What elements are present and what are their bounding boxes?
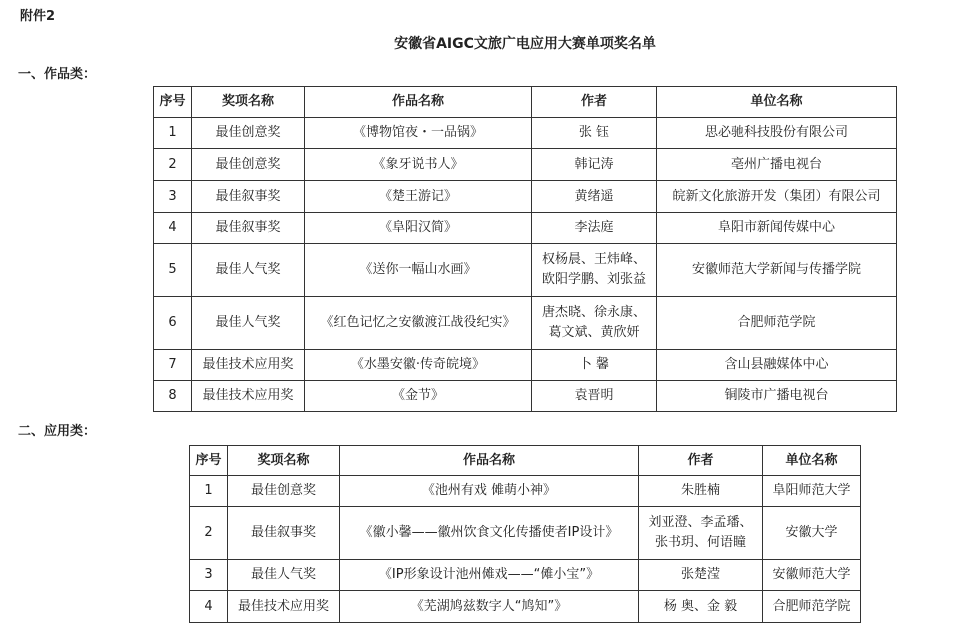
cell-organization-text: 安徽大学 [785,525,838,540]
cell-award-text: 最佳叙事奖 [250,525,316,540]
cell-index-text: 4 [204,598,213,614]
cell-organization-text: 铜陵市广播电视台 [724,388,829,403]
column-header-index: 序号 [190,446,228,476]
table-row [154,297,897,350]
cell-index [154,244,192,297]
cell-author [639,560,763,591]
cell-award-text: 最佳叙事奖 [215,220,281,235]
cell-organization-text: 合肥师范学院 [737,315,816,330]
table-row [154,381,897,412]
cell-author-text: 卜 馨 [578,357,610,372]
cell-author-text: 黄绪遥 [574,188,614,204]
cell-award [192,118,305,149]
cell-work-text: 《徽小馨——徽州饮食文化传播使者IP设计》 [359,525,619,540]
table-row [154,181,897,213]
cell-author-text: 刘亚澄、李孟璠、 张书玥、何语瞳 [648,515,753,550]
cell-organization-text: 安徽师范大学 [772,567,851,582]
cell-award-text: 最佳创意奖 [215,156,281,172]
cell-index [154,213,192,244]
cell-author [532,213,657,244]
cell-award [192,213,305,244]
table-row [190,507,861,560]
cell-author [532,297,657,350]
cell-award-text: 最佳技术应用奖 [202,357,294,372]
cell-work-text: 《象牙说书人》 [372,156,464,172]
document-title: 安徽省AIGC文旅广电应用大赛单项奖名单 [394,36,656,52]
cell-author-text: 权杨晨、王炜峰、 欧阳学鹏、刘张益 [541,252,646,287]
cell-author [532,244,657,297]
cell-index [154,381,192,412]
cell-award [192,244,305,297]
cell-work-text: 《博物馆夜・一品锅》 [352,125,483,140]
section-heading-applications: 二、应用类： [18,424,97,439]
cell-work [340,476,639,507]
cell-award-text: 最佳叙事奖 [215,188,281,204]
column-header-work: 作品名称 [340,446,639,476]
column-header-index: 序号 [154,87,192,118]
cell-organization [657,350,897,381]
cell-award [192,181,305,213]
cell-award [192,297,305,350]
cell-organization-text: 安徽师范大学新闻与传播学院 [691,262,861,277]
cell-index-text: 1 [168,125,177,140]
cell-index-text: 6 [168,315,177,330]
cell-index-text: 2 [168,156,177,172]
cell-index [154,181,192,213]
cell-work [305,181,532,213]
cell-organization-text: 阜阳师范大学 [772,483,851,498]
cell-work-text: 《水墨安徽·传奇皖境》 [350,357,486,372]
applications-award-table [189,445,861,623]
cell-organization-text: 阜阳市新闻传媒中心 [717,220,835,235]
cell-index [154,149,192,181]
cell-work [305,297,532,350]
cell-award-text: 最佳创意奖 [215,125,281,140]
cell-organization [657,213,897,244]
cell-organization [657,149,897,181]
cell-author [532,149,657,181]
cell-award-text: 最佳创意奖 [250,483,316,498]
cell-work [340,507,639,560]
cell-organization [657,181,897,213]
cell-award [228,560,340,591]
cell-index-text: 4 [168,220,177,235]
cell-index-text: 2 [204,525,213,540]
cell-work-text: 《IP形象设计池州傩戏——“傩小宝”》 [378,567,600,582]
cell-award [228,476,340,507]
cell-work [340,560,639,591]
cell-index [190,591,228,623]
cell-index-text: 7 [168,357,177,372]
cell-index-text: 3 [168,188,177,204]
cell-organization [657,297,897,350]
column-header-work: 作品名称 [305,87,532,118]
section-heading-works: 一、作品类： [18,67,97,82]
cell-work-text: 《池州有戏 傩萌小神》 [421,483,557,498]
column-header-organization: 单位名称 [657,87,897,118]
cell-author [532,381,657,412]
table-row [154,118,897,149]
cell-organization [763,560,861,591]
cell-author-text: 张楚滢 [680,567,720,582]
cell-award-text: 最佳技术应用奖 [237,598,329,614]
cell-author [639,476,763,507]
cell-work [340,591,639,623]
cell-work [305,118,532,149]
cell-organization-text: 皖新文化旅游开发（集团）有限公司 [672,188,881,204]
cell-author [639,591,763,623]
cell-award [228,591,340,623]
table-row [154,149,897,181]
cell-index-text: 8 [168,388,177,403]
cell-award [192,149,305,181]
table-row [190,560,861,591]
cell-organization-text: 含山县融媒体中心 [724,357,829,372]
cell-index [190,507,228,560]
cell-author [532,181,657,213]
cell-award-text: 最佳技术应用奖 [202,388,294,403]
cell-work [305,350,532,381]
cell-work-text: 《红色记忆之安徽渡江战役纪实》 [320,315,516,330]
cell-organization-text: 合肥师范学院 [772,598,851,614]
cell-work-text: 《芜湖鸠兹数字人“鸠知”》 [410,598,568,614]
cell-index [190,560,228,591]
column-header-award: 奖项名称 [228,446,340,476]
table-row [154,244,897,297]
cell-index [190,476,228,507]
cell-author-text: 袁晋明 [574,388,614,403]
column-header-organization: 单位名称 [763,446,861,476]
table-row [154,213,897,244]
cell-award [192,381,305,412]
cell-work-text: 《楚王游记》 [378,188,457,204]
cell-award-text: 最佳人气奖 [215,315,281,330]
table-row [190,591,861,623]
column-header-author: 作者 [532,87,657,118]
cell-author-text: 张 钰 [578,125,610,140]
table-row [190,476,861,507]
cell-author-text: 杨 奥、金 毅 [663,598,738,614]
cell-organization-text: 亳州广播电视台 [730,156,822,172]
cell-work-text: 《阜阳汉简》 [378,220,457,235]
cell-organization [657,118,897,149]
table-row [154,350,897,381]
works-award-table [153,86,897,412]
table-header-row [190,446,861,476]
cell-index-text: 3 [204,567,213,582]
cell-award [192,350,305,381]
cell-award [228,507,340,560]
cell-award-text: 最佳人气奖 [250,567,316,582]
column-header-author: 作者 [639,446,763,476]
cell-author-text: 朱胜楠 [680,483,720,498]
cell-index [154,350,192,381]
cell-organization [763,476,861,507]
cell-organization [657,244,897,297]
column-header-award: 奖项名称 [192,87,305,118]
cell-index [154,118,192,149]
cell-author [532,118,657,149]
cell-award-text: 最佳人气奖 [215,262,281,277]
cell-organization [657,381,897,412]
cell-author-text: 韩记涛 [574,156,614,172]
cell-work [305,213,532,244]
cell-index [154,297,192,350]
cell-organization-text: 思必驰科技股份有限公司 [704,125,848,140]
cell-author-text: 唐杰晓、徐永康、 葛文斌、黄欣妍 [541,305,646,340]
cell-work [305,381,532,412]
table-header-row [154,87,897,118]
cell-work [305,149,532,181]
attachment-label: 附件2 [20,9,56,24]
cell-author-text: 李法庭 [574,220,614,235]
cell-author [639,507,763,560]
cell-work [305,244,532,297]
cell-organization [763,507,861,560]
cell-index-text: 1 [204,483,213,498]
cell-index-text: 5 [168,262,177,277]
cell-work-text: 《送你一幅山水画》 [359,262,477,277]
cell-work-text: 《金节》 [391,388,444,403]
cell-organization [763,591,861,623]
cell-author [532,350,657,381]
